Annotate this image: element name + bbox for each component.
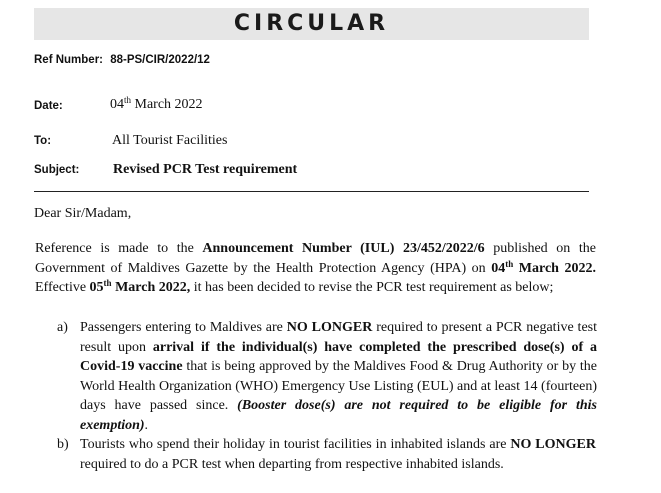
intro-text-1: Reference is made to the — [35, 241, 203, 256]
item-a-text-2: required to present a PCR negative test result upon — [80, 320, 597, 355]
subject-label: Subject: — [34, 164, 80, 176]
item-a-text — [80, 318, 597, 435]
announcement-number: Announcement Number (IUL) 23/452/2022/6 — [202, 241, 485, 256]
item-b-marker: b) — [57, 437, 69, 452]
date-suffix: th — [124, 95, 132, 105]
item-a-text-3: that is being approved by the Maldives Food & Drug Authority or by the World Health Organization (WHO) Emergency Use Listing (EUL) and at least 14 (fourteen) days have passed since. — [80, 359, 597, 413]
date-label: Date: — [34, 100, 63, 112]
gazette-date — [491, 258, 596, 276]
item-b-text — [80, 435, 596, 474]
ref-number-label: Ref Number: — [34, 54, 104, 66]
item-b-text-2: required to do a PCR test when departing from respective inhabited islands. — [80, 456, 504, 472]
date-rest: March 2022 — [131, 97, 203, 112]
intro-text-3: Effective — [35, 280, 90, 295]
to-value: All Tourist Facilities — [112, 133, 228, 148]
gazette-day: 04 — [491, 260, 506, 276]
effective-day-suffix: th — [103, 278, 112, 288]
item-a-text-4: . — [144, 417, 149, 433]
effective-date — [90, 280, 191, 295]
document-title: CIRCULAR — [34, 8, 589, 40]
intro-text-2: published on the Government of Maldives Gazette by the Health Protection Agency (HPA) on — [35, 241, 596, 276]
intro-text-4: it has been decided to revise the PCR test requirement as below; — [190, 280, 554, 295]
ref-number-line — [34, 54, 210, 66]
gazette-month-year: March 2022. — [513, 260, 596, 276]
item-b-text-1: Tourists who spend their holiday in tourist facilities in inhabited islands are — [80, 437, 511, 452]
header-divider — [34, 191, 589, 192]
item-a-vaccine-condition: arrival if the individual(s) have completed the prescribed dose(s) of a Covid-19 vaccine — [80, 339, 597, 374]
gazette-day-suffix: th — [505, 258, 514, 269]
subject-value: Revised PCR Test requirement — [113, 162, 298, 177]
ref-number-value: 88-PS/CIR/2022/12 — [110, 54, 210, 66]
date-day: 04 — [110, 97, 124, 112]
item-a-text-1: Passengers entering to Maldives are — [80, 320, 287, 335]
intro-paragraph — [35, 239, 596, 298]
item-a-booster-note: (Booster dose(s) are not required to be eligible for this exemption) — [80, 398, 597, 433]
date-value — [110, 97, 203, 113]
item-b-no-longer: NO LONGER — [510, 437, 596, 452]
effective-day: 05 — [89, 280, 104, 295]
item-a-no-longer: NO LONGER — [286, 320, 373, 335]
salutation: Dear Sir/Madam, — [34, 206, 132, 221]
effective-month-year: March 2022, — [111, 280, 191, 295]
item-a-marker: a) — [57, 320, 68, 335]
to-label: To: — [34, 135, 52, 147]
